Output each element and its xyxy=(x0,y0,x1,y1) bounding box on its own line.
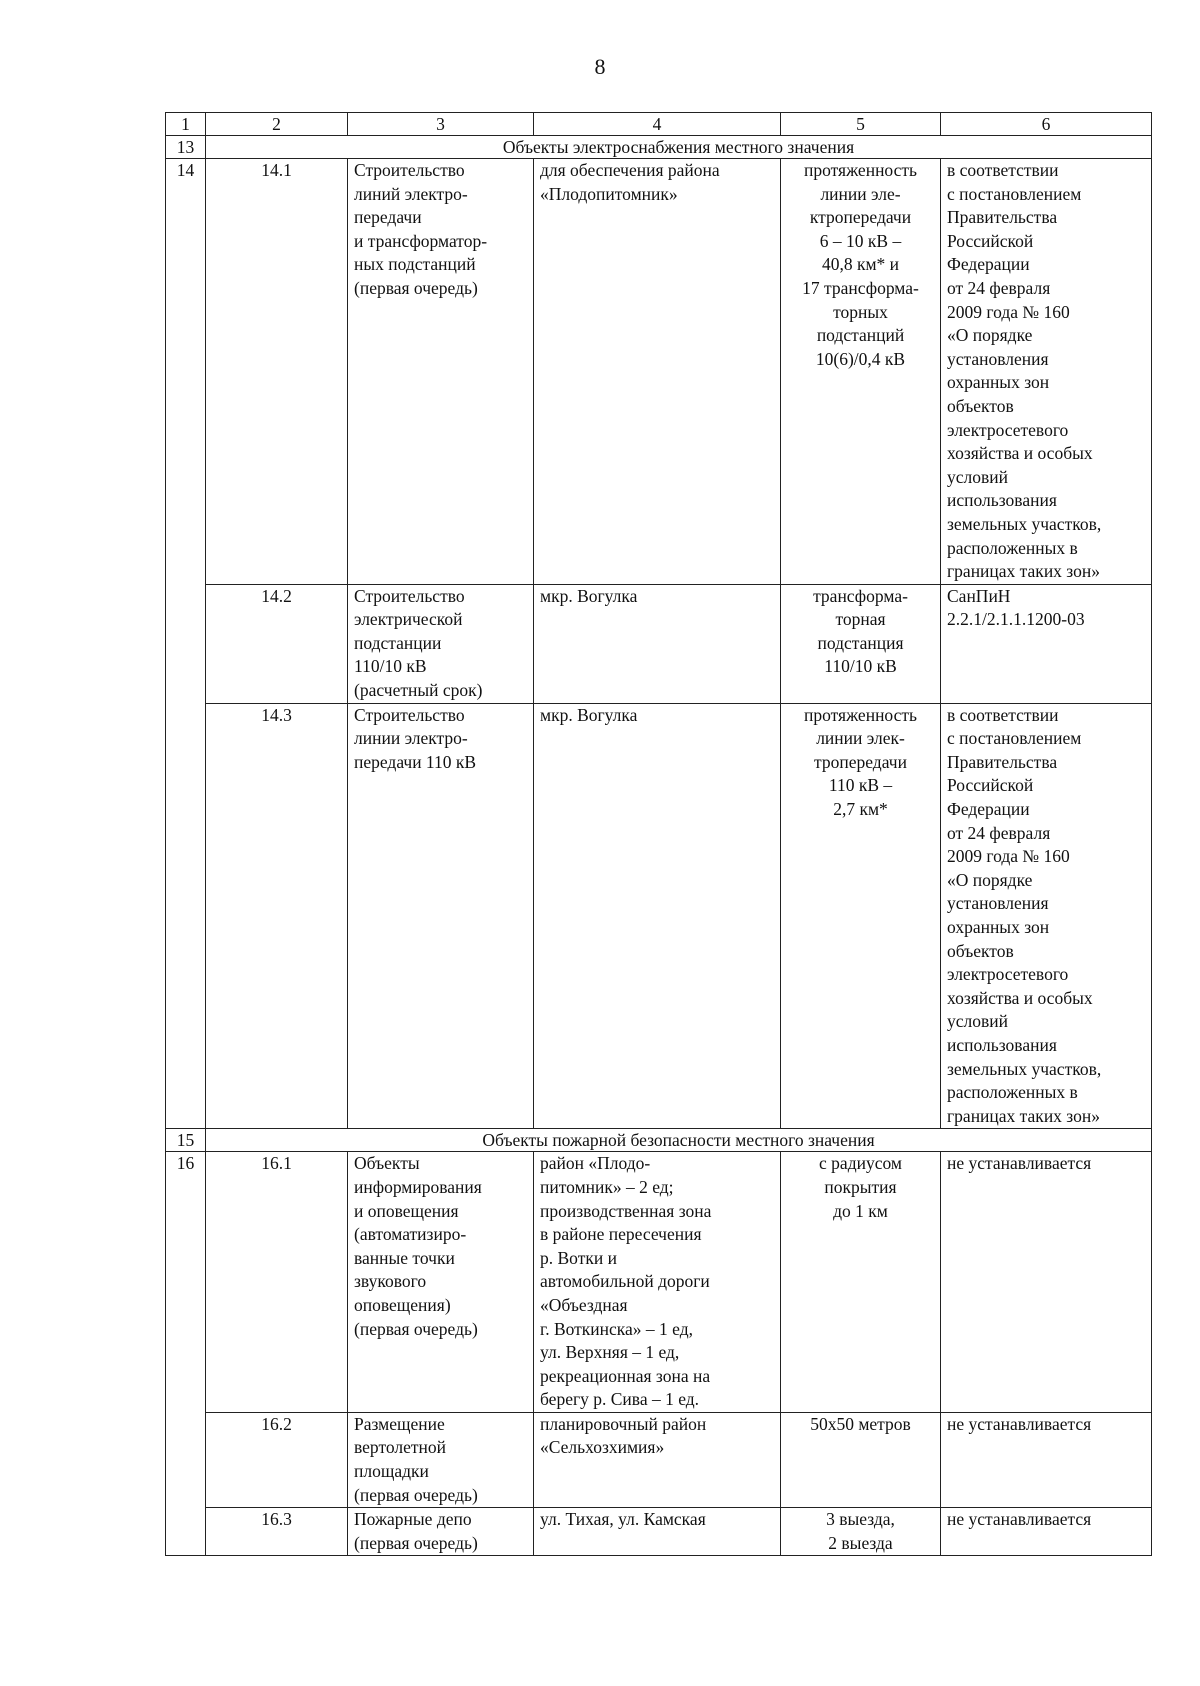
section-row xyxy=(166,136,1152,159)
cell-line: ванные точки xyxy=(354,1247,455,1268)
table-row xyxy=(166,159,1152,585)
header-row xyxy=(166,113,1152,136)
cell-line: Федерации xyxy=(947,799,1030,820)
cell-line: 2009 года № 160 xyxy=(947,846,1070,867)
cell-line: 110/10 кВ xyxy=(824,656,897,677)
column-header: 3 xyxy=(348,113,534,136)
cell-line: 3 выезда, xyxy=(826,1509,895,1530)
cell-line: не устанавливается xyxy=(947,1509,1092,1530)
table-row xyxy=(166,1152,1152,1413)
item-id: 16.2 xyxy=(206,1412,348,1507)
cell-line: расположенных в xyxy=(947,1082,1078,1103)
table-row xyxy=(166,703,1152,1129)
cell-line: в соответствии xyxy=(947,704,1059,725)
cell-line: 40,8 км* и xyxy=(821,254,900,275)
cell-line: 2.2.1/2.1.1.1200-03 xyxy=(947,609,1085,630)
cell-line: 17 трансформа- xyxy=(802,277,919,298)
item-zone xyxy=(941,703,1152,1129)
cell-line: тропередачи xyxy=(814,751,907,772)
cell-line: Строительство xyxy=(354,160,465,180)
cell-line: электросетевого xyxy=(947,419,1069,440)
row-number: 16 xyxy=(166,1152,206,1413)
cell-line: условий xyxy=(947,1011,1008,1032)
item-name xyxy=(348,584,534,703)
item-name xyxy=(348,1508,534,1556)
cell-line: «Плодопитомник» xyxy=(540,183,678,204)
cell-line: Правительства xyxy=(947,207,1058,228)
cell-line: Строительство xyxy=(354,704,465,725)
cell-line: передачи xyxy=(354,207,422,228)
item-characteristics xyxy=(781,1152,941,1413)
cell-line: подстанции xyxy=(354,632,442,653)
cell-line: хозяйства и особых xyxy=(947,987,1093,1008)
cell-line: 110 кВ – xyxy=(828,775,893,796)
cell-line: (расчетный срок) xyxy=(354,680,483,701)
cell-line: с радиусом xyxy=(819,1153,902,1174)
cell-line: и оповещения xyxy=(354,1200,459,1221)
item-name xyxy=(348,1412,534,1507)
cell-line: планировочный район xyxy=(540,1413,707,1434)
cell-line: 2009 года № 160 xyxy=(947,301,1070,322)
cell-line: питомник» – 2 ед; xyxy=(540,1176,674,1197)
cell-line: ул. Верхняя – 1 ед, xyxy=(540,1342,680,1363)
item-name xyxy=(348,703,534,1129)
cell-line: площадки xyxy=(354,1461,429,1482)
section-row xyxy=(166,1129,1152,1152)
cell-line: земельных участков, xyxy=(947,1058,1102,1079)
cell-line: торных xyxy=(833,301,888,322)
cell-line: автомобильной дороги xyxy=(540,1271,710,1292)
cell-line: Российской xyxy=(947,230,1034,251)
cell-line: установления xyxy=(947,893,1049,914)
cell-line: линий электро- xyxy=(354,183,468,204)
cell-line: производственная зона xyxy=(540,1200,712,1221)
item-zone xyxy=(941,159,1152,585)
cell-line: протяженность xyxy=(803,160,918,180)
table-row xyxy=(166,1508,1152,1556)
cell-line: в районе пересечения xyxy=(540,1224,702,1245)
item-characteristics xyxy=(781,584,941,703)
column-header: 5 xyxy=(781,113,941,136)
cell-line: объектов xyxy=(947,395,1014,416)
cell-line: охранных зон xyxy=(947,372,1050,393)
cell-line: «Сельхозхимия» xyxy=(540,1437,665,1458)
cell-line: электросетевого xyxy=(947,964,1069,985)
cell-line: для обеспечения района xyxy=(540,160,720,180)
cell-line: берегу р. Сива – 1 ед. xyxy=(540,1389,700,1410)
item-location xyxy=(534,159,781,585)
cell-line: торная xyxy=(835,609,886,630)
cell-line: расположенных в xyxy=(947,537,1078,558)
item-zone xyxy=(941,1152,1152,1413)
cell-line: Правительства xyxy=(947,751,1058,772)
cell-line: не устанавливается xyxy=(947,1153,1092,1174)
cell-line: установления xyxy=(947,348,1049,369)
cell-line: от 24 февраля xyxy=(947,822,1051,843)
cell-line: использования xyxy=(947,1034,1057,1055)
cell-line: от 24 февраля xyxy=(947,277,1051,298)
cell-line: объектов xyxy=(947,940,1014,961)
row-number xyxy=(166,1412,206,1507)
cell-line: покрытия xyxy=(824,1176,897,1197)
item-id: 14.3 xyxy=(206,703,348,1129)
item-name xyxy=(348,1152,534,1413)
item-id: 16.3 xyxy=(206,1508,348,1556)
cell-line: трансформа- xyxy=(813,585,908,606)
cell-line: линии электро- xyxy=(354,728,468,749)
cell-line: Пожарные депо xyxy=(354,1509,472,1530)
section-number: 13 xyxy=(166,136,206,159)
cell-line: использования xyxy=(947,490,1057,511)
cell-line: условий xyxy=(947,466,1008,487)
item-id: 14.2 xyxy=(206,584,348,703)
cell-line: «О порядке xyxy=(947,325,1033,346)
cell-line: линии элек- xyxy=(816,728,905,749)
cell-line: мкр. Вогулка xyxy=(540,704,638,725)
cell-line: 110/10 кВ xyxy=(354,656,427,677)
item-id: 14.1 xyxy=(206,159,348,585)
cell-line: район «Плодо- xyxy=(540,1153,651,1174)
table-row xyxy=(166,584,1152,703)
cell-line: (автоматизиро- xyxy=(354,1224,467,1245)
cell-line: хозяйства и особых xyxy=(947,443,1093,464)
cell-line: Объекты xyxy=(354,1153,420,1174)
item-zone xyxy=(941,1508,1152,1556)
cell-line: не устанавливается xyxy=(947,1413,1092,1434)
cell-line: Федерации xyxy=(947,254,1030,275)
cell-line: (первая очередь) xyxy=(354,1318,478,1339)
cell-line: мкр. Вогулка xyxy=(540,585,638,606)
column-header: 1 xyxy=(166,113,206,136)
cell-line: Размещение xyxy=(354,1413,445,1434)
cell-line: оповещения) xyxy=(354,1294,451,1315)
item-zone xyxy=(941,584,1152,703)
row-number xyxy=(166,703,206,1129)
column-header: 2 xyxy=(206,113,348,136)
cell-line: г. Воткинска» – 1 ед, xyxy=(540,1318,693,1339)
cell-line: Строительство xyxy=(354,585,465,606)
cell-line: (первая очередь) xyxy=(354,1484,478,1505)
cell-line: земельных участков, xyxy=(947,513,1102,534)
column-header: 6 xyxy=(941,113,1152,136)
table-row xyxy=(166,1412,1152,1507)
cell-line: границах таких зон» xyxy=(947,561,1100,582)
cell-line: 2 выезда xyxy=(828,1532,893,1553)
section-title: Объекты пожарной безопасности местного значения xyxy=(206,1129,1152,1152)
cell-line: рекреационная зона на xyxy=(540,1365,711,1386)
row-number: 14 xyxy=(166,159,206,585)
item-characteristics xyxy=(781,1412,941,1507)
cell-line: вертолетной xyxy=(354,1437,447,1458)
cell-line: ных подстанций xyxy=(354,254,476,275)
cell-line: передачи 110 кВ xyxy=(354,751,477,772)
row-number xyxy=(166,1508,206,1556)
column-header: 4 xyxy=(534,113,781,136)
item-characteristics xyxy=(781,703,941,1129)
cell-line: линии эле- xyxy=(820,183,901,204)
item-location xyxy=(534,584,781,703)
cell-line: протяженность xyxy=(803,704,918,725)
item-zone xyxy=(941,1412,1152,1507)
cell-line: и трансформатор- xyxy=(354,230,488,251)
item-location xyxy=(534,1152,781,1413)
cell-line: в соответствии xyxy=(947,160,1059,180)
section-number: 15 xyxy=(166,1129,206,1152)
cell-line: (первая очередь) xyxy=(354,277,478,298)
row-number xyxy=(166,584,206,703)
item-name xyxy=(348,159,534,585)
item-characteristics xyxy=(781,159,941,585)
cell-line: подстанция xyxy=(817,632,904,653)
cell-line: 10(6)/0,4 кВ xyxy=(815,348,906,369)
item-characteristics xyxy=(781,1508,941,1556)
cell-line: «Объездная xyxy=(540,1294,628,1315)
item-location xyxy=(534,1412,781,1507)
cell-line: СанПиН xyxy=(947,585,1011,606)
planning-table xyxy=(165,112,1152,1556)
section-title: Объекты электроснабжения местного значения xyxy=(206,136,1152,159)
cell-line: с постановлением xyxy=(947,183,1082,204)
cell-line: информирования xyxy=(354,1176,482,1197)
cell-line: до 1 км xyxy=(833,1200,888,1221)
cell-line: р. Вотки и xyxy=(540,1247,617,1268)
cell-line: ктропередачи xyxy=(809,207,912,228)
item-id: 16.1 xyxy=(206,1152,348,1413)
cell-line: «О порядке xyxy=(947,869,1033,890)
cell-line: границах таких зон» xyxy=(947,1105,1100,1126)
cell-line: 6 – 10 кВ – xyxy=(819,230,902,251)
cell-line: звукового xyxy=(354,1271,427,1292)
cell-line: охранных зон xyxy=(947,917,1050,937)
item-location xyxy=(534,1508,781,1556)
cell-line: Российской xyxy=(947,775,1034,796)
page-number: 8 xyxy=(594,54,606,79)
cell-line: электрической xyxy=(354,609,463,630)
cell-line: с постановлением xyxy=(947,728,1082,749)
cell-line: 50х50 метров xyxy=(810,1413,911,1434)
cell-line: 2,7 км* xyxy=(833,799,888,820)
cell-line: подстанций xyxy=(816,325,905,346)
cell-line: ул. Тихая, ул. Камская xyxy=(540,1509,706,1530)
item-location xyxy=(534,703,781,1129)
cell-line: (первая очередь) xyxy=(354,1532,478,1553)
